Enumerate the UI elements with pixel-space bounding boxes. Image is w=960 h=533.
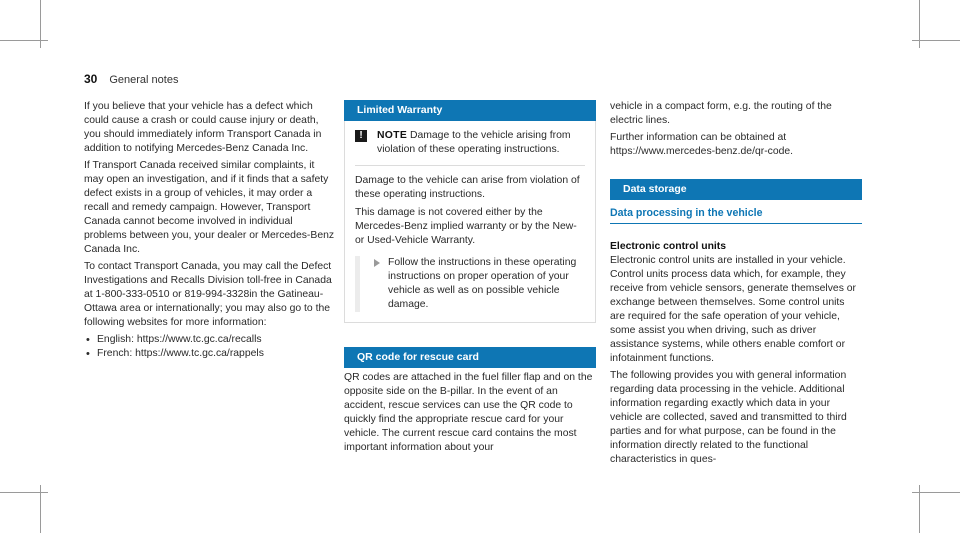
column-right — [610, 100, 862, 470]
warning-icon: ! — [355, 130, 367, 142]
crop-mark — [0, 40, 48, 41]
ecu-heading: Electronic control units — [610, 241, 727, 252]
arrow-right-icon — [374, 259, 380, 267]
list-item: • English: https://www.tc.gc.ca/recalls — [84, 333, 336, 347]
warranty-heading: Limited Warranty — [344, 100, 596, 121]
paragraph: vehicle in a compact form, e.g. the routing of the electric lines. — [610, 101, 832, 126]
instruction-step — [355, 256, 585, 312]
data-processing-heading: Data processing in the vehicle — [610, 206, 862, 224]
paragraph: This damage is not covered either by the Mercedes-Benz implied warranty or by the New- or Used-Vehicle Warranty. — [355, 207, 577, 246]
qr-text: QR codes are attached in the fuel filler flap and on the opposite side on the B-pillar. In the event of an accident, rescue services can use the QR code to quickly find the appropriate rescue card for your vehicle. The current rescue card contains the most important information about your — [344, 372, 593, 453]
website-list — [84, 333, 336, 361]
paragraph: Further information can be obtained at https://www.mercedes-benz.de/qr-code. — [610, 132, 794, 157]
crop-mark — [912, 40, 960, 41]
instruction-marker — [355, 256, 360, 312]
paragraph: If you believe that your vehicle has a defect which could cause a crash or could cause injury or death, you should immediately inform Transport Canada in addition to notifying Mercedes-Benz Canada Inc. — [84, 101, 322, 154]
warranty-box — [344, 121, 596, 323]
page-header — [84, 72, 178, 86]
crop-mark — [0, 492, 48, 493]
page-number: 30 — [84, 72, 98, 86]
note-text: Damage to the vehicle arising from violation of these operating instructions. — [377, 130, 571, 155]
qr-heading: QR code for rescue card — [344, 347, 596, 368]
paragraph: The following provides you with general information regarding data processing in the vehicle. Additional information regarding exactly which data in your vehicle are collected, saved and transmitted to third parties and for what purpose, can be found in the information directly related to the functional characteristics in ques- — [610, 370, 847, 465]
paragraph: If Transport Canada received similar complaints, it may open an investigation, and if it finds that a safety defect exists in a group of vehicles, it may order a recall and remedy campaign. However, Transport Canada cannot become involved in individual problems between you, your dealer or Mercedes-Benz Canada Inc. — [84, 160, 335, 255]
column-middle — [344, 100, 596, 458]
paragraph: Damage to the vehicle can arise from violation of these operating instructions. — [355, 175, 580, 200]
data-storage-heading: Data storage — [610, 179, 862, 200]
column-left — [84, 100, 336, 361]
list-item: • French: https://www.tc.gc.ca/rappels — [84, 347, 336, 361]
note-label: NOTE — [377, 130, 408, 141]
paragraph: To contact Transport Canada, you may call the Defect Investigations and Recalls Division toll-free in Canada at 1-800-333-0510 or 819-994-3328in the Gatineau-Ottawa area or internationally; you may also go to the following websites for more information: — [84, 261, 332, 328]
note-body — [377, 129, 585, 157]
crop-mark — [912, 492, 960, 493]
section-name: General notes — [109, 74, 179, 86]
note-block — [355, 129, 585, 166]
paragraph: Electronic control units are installed in your vehicle. Control units process data which, for example, they receive from vehicle sensors, generate themselves or exchange between themselves. Some control units are required for the safe operation of your vehicle, some assist you when driving, such as driver assistance systems, while others enable comfort or infotainment functions. — [610, 255, 857, 364]
instruction-text: Follow the instructions in these operating instructions on proper operation of your vehicle as well as on possible vehicle damage. — [388, 257, 577, 310]
warranty-text — [355, 166, 585, 248]
